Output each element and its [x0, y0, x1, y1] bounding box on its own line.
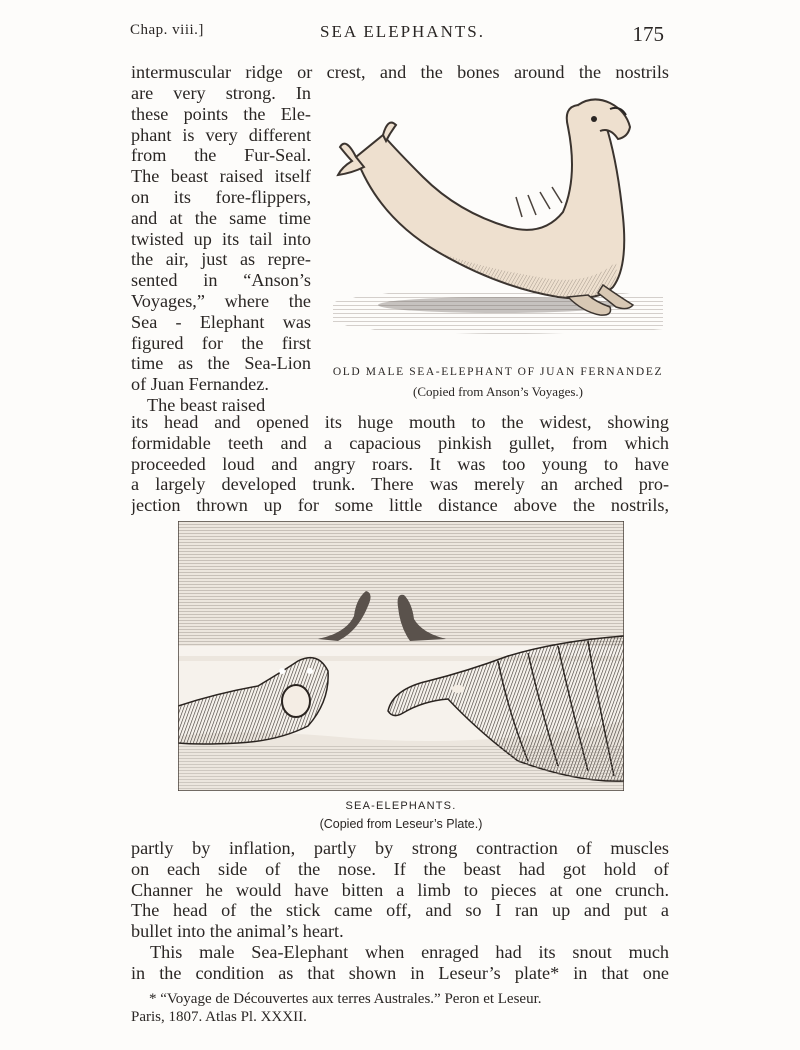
- text-line: formidable teeth and a capacious pinkish gullet, from which: [131, 432, 669, 453]
- figure2-caption: SEA-ELEPHANTS.: [345, 800, 457, 812]
- wrapped-column: [131, 83, 311, 416]
- wrap-line: Sea - Elephant was: [131, 311, 311, 332]
- wrap-line: figured for the first: [131, 332, 311, 353]
- closing-paragraph-line2: [131, 963, 669, 984]
- sea-elephant-illustration: [328, 97, 668, 359]
- wrap-line: from the Fur-Seal.: [131, 145, 311, 166]
- page-number: 175: [632, 22, 664, 46]
- closing-paragraph: [150, 942, 669, 963]
- wrap-line: phant is very different: [131, 124, 311, 145]
- text-line: The head of the stick came off, and so I ran up and put a: [131, 900, 669, 921]
- figure2-credit: (Copied from Leseur’s Plate.): [319, 817, 483, 831]
- opening-line: intermuscular ridge or crest, and the bones around the nostrils: [131, 62, 669, 82]
- wrap-line: of Juan Fernandez.: [131, 374, 269, 395]
- wrap-line: sented in “Anson’s: [131, 270, 311, 291]
- wrap-line: are very strong. In: [131, 83, 311, 103]
- text-line: on each side of the nose. If the beast had got hold of: [131, 858, 669, 879]
- footnote-line: Paris, 1807. Atlas Pl. XXXII.: [131, 1009, 307, 1025]
- footnote: [131, 990, 669, 1026]
- text-line: jection thrown up for some little distance above the nostrils,: [131, 495, 669, 516]
- text-line: partly by inflation, partly by strong contraction of muscles: [131, 838, 669, 858]
- wrap-line: The beast raised: [147, 394, 266, 415]
- text-line: Channer he would have bitten a limb to pieces at one crunch.: [131, 879, 669, 900]
- wrap-line: time as the Sea-Lion: [131, 353, 311, 374]
- running-header: [130, 22, 670, 48]
- text-line: bullet into the animal’s heart.: [131, 921, 344, 942]
- text-line: in the condition as that shown in Leseur’s plate* in that one: [131, 963, 669, 983]
- continuation-paragraph: [131, 412, 669, 516]
- running-title: SEA ELEPHANTS.: [320, 22, 485, 41]
- wrap-line: these points the Ele-: [131, 103, 311, 124]
- wrap-line: the air, just as repre-: [131, 249, 311, 270]
- sea-elephants-plate: [178, 521, 624, 791]
- wrap-line: on its fore-flippers,: [131, 186, 311, 207]
- figure1-credit: (Copied from Anson’s Voyages.): [413, 384, 583, 399]
- wrap-line: Voyages,” where the: [131, 290, 311, 311]
- text-line: This male Sea-Elephant when enraged had its snout much: [150, 942, 669, 962]
- wrap-line: and at the same time: [131, 207, 311, 228]
- after-figure-paragraph: [131, 838, 669, 942]
- text-line: proceeded loud and angry roars. It was too young to have: [131, 453, 669, 474]
- text-line: its head and opened its huge mouth to the widest, showing: [131, 412, 669, 432]
- footnote-line: * “Voyage de Découvertes aux terres Australes.” Peron et Leseur.: [149, 991, 542, 1007]
- text-line: a largely developed trunk. There was merely an arched pro-: [131, 474, 669, 495]
- figure1-caption: OLD MALE SEA-ELEPHANT OF JUAN FERNANDEZ: [332, 366, 664, 378]
- chapter-label: Chap. viii.]: [130, 22, 204, 38]
- wrap-line: The beast raised itself: [131, 166, 311, 187]
- wrap-line: twisted up its tail into: [131, 228, 311, 249]
